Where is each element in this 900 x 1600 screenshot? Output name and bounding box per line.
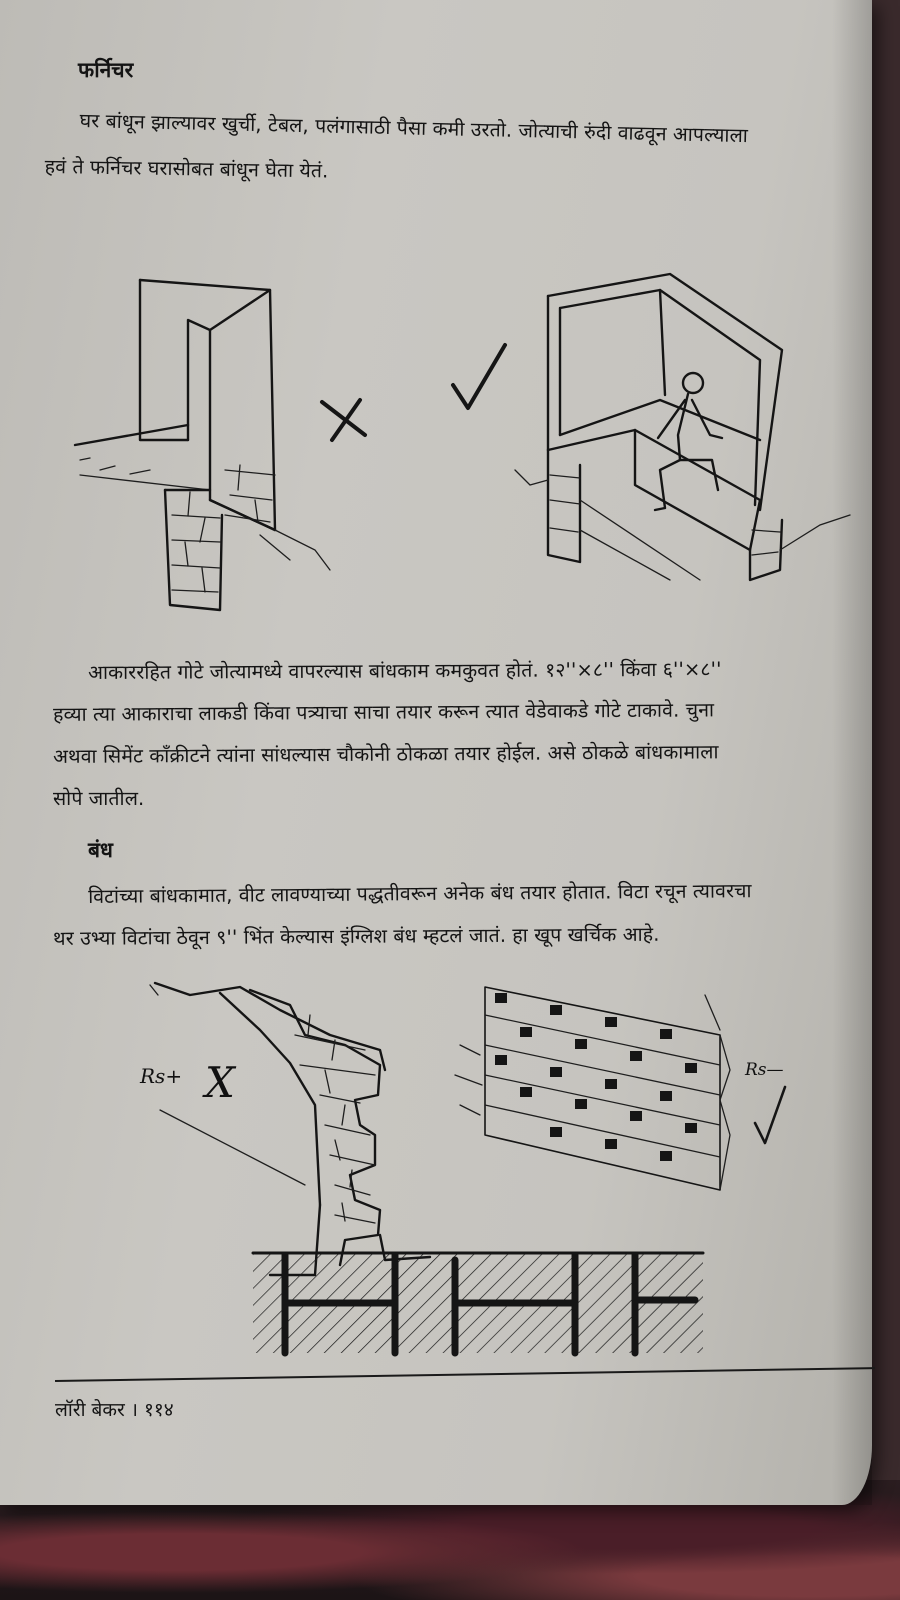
- wall-plan-section: [245, 1245, 715, 1365]
- right-bond-check-mark: [755, 1087, 785, 1143]
- plinth-furniture-illustration: [60, 260, 860, 620]
- paragraph-furniture-line1: घर बांधून झाल्यावर खुर्ची, टेबल, पलंगासाठी पैसा कमी उरतो. जोत्याची रुंदी वाढवून आपल्याला: [79, 108, 749, 148]
- left-bond-cross-mark: X: [205, 1058, 235, 1107]
- footer-rule: [55, 1367, 875, 1382]
- paragraph-bond-line1: विटांच्या बांधकामात, वीट लावण्याच्या पद्धतीवरून अनेक बंध तयार होतात. विटा रचून त्यावरचा: [88, 879, 752, 908]
- paragraph-stones-line3: अथवा सिमेंट कॉंक्रीटने त्यांना सांधल्यास चौकोनी ठोकळा तयार होईल. असे ठोकळे बांधकामाला: [53, 740, 719, 768]
- footer-page-number: लॉरी बेकर । ११४: [55, 1399, 174, 1421]
- paragraph-stones-line1: आकाररहित गोटे जोत्यामध्ये वापरल्यास बांधकाम कमकुवत होतं. १२''×८'' किंवा ६''×८'': [88, 657, 722, 684]
- built-in-seat-drawing: [515, 274, 850, 580]
- rattrap-bond-drawing: [455, 987, 785, 1190]
- heading-furniture: फर्निचर: [78, 58, 134, 82]
- right-check-mark: [453, 345, 505, 408]
- plain-plinth-drawing: [75, 280, 330, 610]
- right-bond-label: Rs—: [745, 1060, 784, 1080]
- left-bond-label: Rs+: [140, 1064, 183, 1088]
- paragraph-stones-line4: सोपे जातील.: [53, 787, 145, 810]
- person-head: [683, 373, 703, 393]
- english-bond-drawing: [139, 983, 430, 1275]
- heading-bond: बंध: [88, 838, 113, 862]
- wrong-cross-mark: [322, 400, 365, 440]
- paragraph-furniture-line2: हवं ते फर्निचर घरासोबत बांधून घेता येतं.: [44, 154, 329, 183]
- paragraph-bond-line2: थर उभ्या विटांचा ठेवून ९'' भिंत केल्यास इंग्लिश बंध म्हटलं जातं. हा खूप खर्चिक आहे.: [53, 922, 660, 950]
- paragraph-stones-line2: हव्या त्या आकाराचा लाकडी किंवा पत्र्याचा साचा तयार करून त्यात वेडेवाकडे गोटे टाकावे. चुना: [53, 698, 715, 726]
